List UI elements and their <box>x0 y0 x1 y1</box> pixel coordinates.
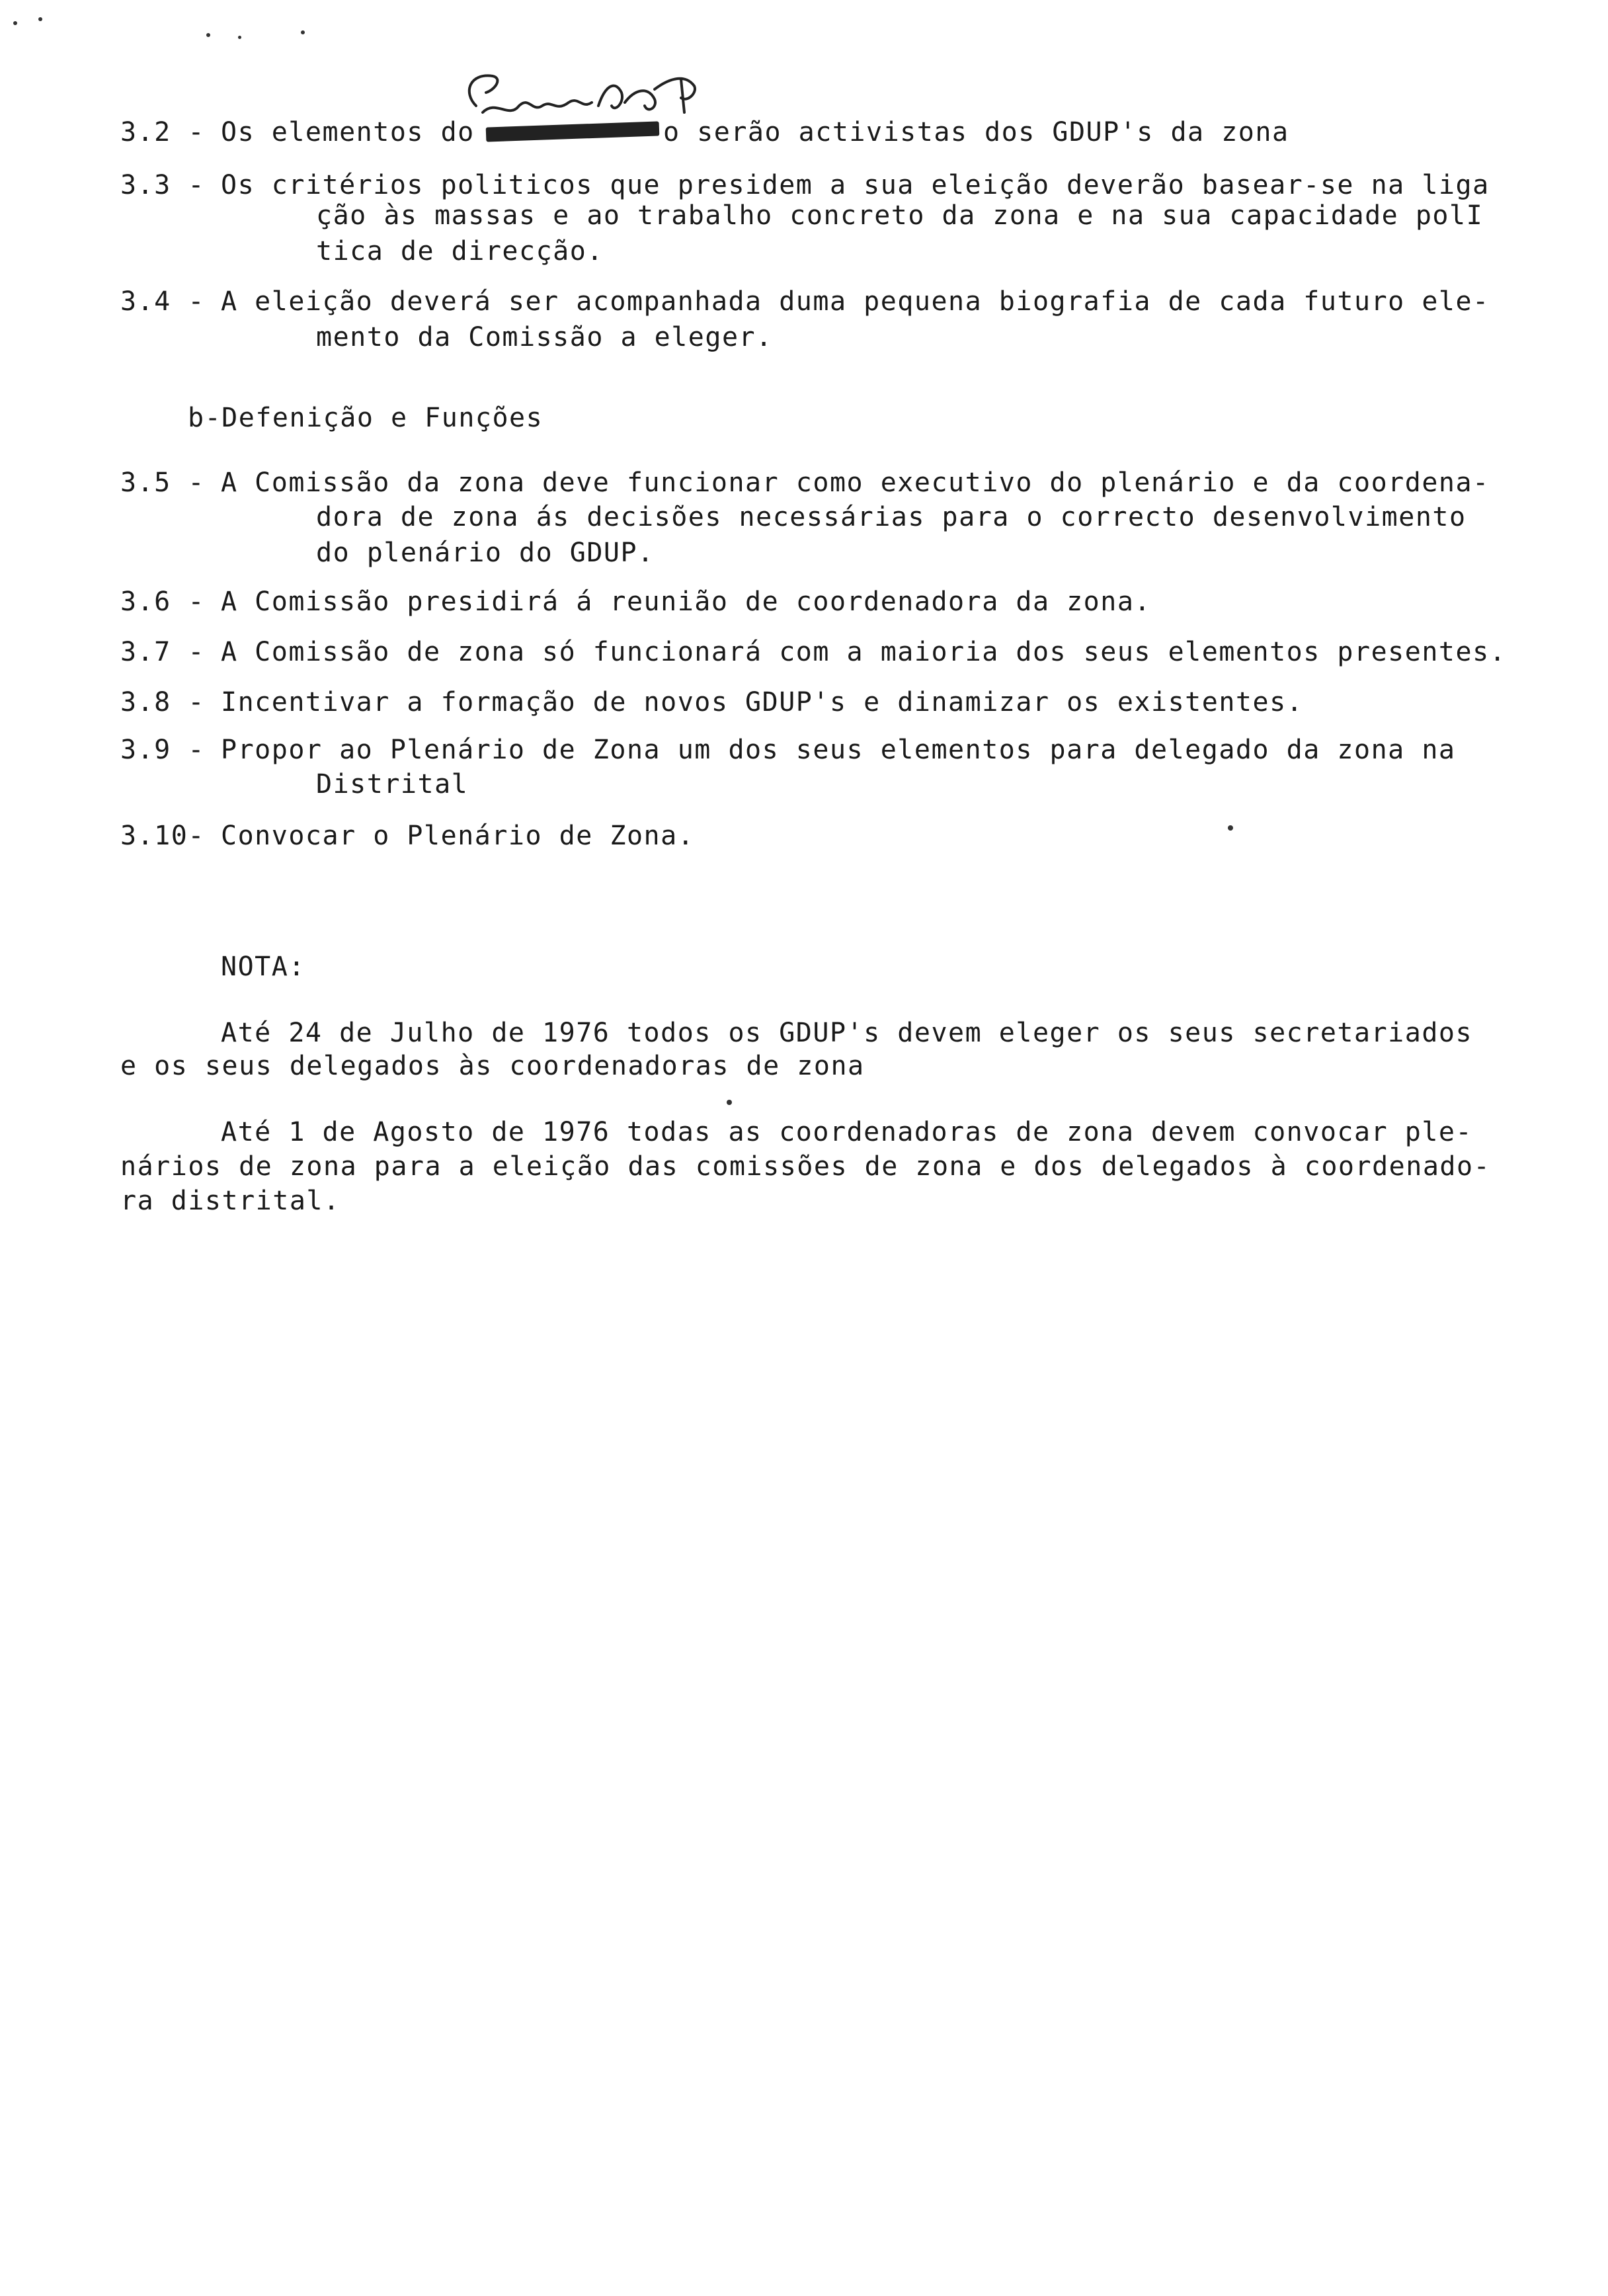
item-number: 3.5 - <box>120 468 205 498</box>
item-text: mento da Comissão a eleger. <box>316 322 773 352</box>
scan-speck <box>301 30 305 34</box>
section-subheading: b-Defenição e Funções <box>188 403 543 433</box>
item-number: 3.6 - <box>120 587 205 617</box>
item-text-continued: o serão activistas dos GDUP's da zona <box>663 117 1289 147</box>
item-text: A Comissão de zona só funcionará com a maioria dos seus elementos presentes. <box>221 637 1507 667</box>
item-number: 3.9 - <box>120 735 205 765</box>
item-text: ção às massas e ao trabalho concreto da zona e na sua capacidade polI <box>316 200 1484 231</box>
item-number: 3.2 - <box>120 117 205 147</box>
item-number: 3.7 - <box>120 637 205 667</box>
nota-paragraph-line: Até 1 de Agosto de 1976 todas as coordenadoras de zona devem convocar ple- <box>221 1117 1473 1147</box>
item-text: tica de direcção. <box>316 236 604 266</box>
nota-paragraph-line: ra distrital. <box>120 1186 341 1216</box>
item-text: do plenário do GDUP. <box>316 538 655 568</box>
item-text: A eleição deverá ser acompanhada duma pequena biografia de cada futuro ele- <box>221 286 1490 317</box>
scan-speck <box>38 17 42 21</box>
item-text: Incentivar a formação de novos GDUP's e dinamizar os existentes. <box>221 687 1304 718</box>
item-number: 3.4 - <box>120 286 205 317</box>
nota-label: NOTA: <box>221 952 305 982</box>
item-text: Distrital <box>316 769 469 800</box>
nota-paragraph-line: Até 24 de Julho de 1976 todos os GDUP's devem eleger os seus secretariados <box>221 1018 1473 1048</box>
item-text: A Comissão presidirá á reunião de coordenadora da zona. <box>221 587 1152 617</box>
item-number: 3.3 - <box>120 170 205 200</box>
item-number: 3.8 - <box>120 687 205 718</box>
nota-paragraph-line: e os seus delegados às coordenadoras de zona <box>120 1051 865 1081</box>
scan-speck <box>206 33 210 37</box>
scan-speck <box>727 1100 732 1105</box>
scan-speck <box>1228 825 1233 831</box>
item-text: Convocar o Plenário de Zona. <box>221 821 695 851</box>
item-text: Os critérios politicos que presidem a sua eleição deverão basear-se na liga <box>221 170 1490 200</box>
item-text: dora de zona ás decisões necessárias para o correcto desenvolvimento <box>316 502 1467 532</box>
item-text: A Comissão da zona deve funcionar como executivo do plenário e da coordena- <box>221 468 1490 498</box>
nota-paragraph-line: nários de zona para a eleição das comissões de zona e dos delegados à coordenado- <box>120 1151 1491 1182</box>
item-number: 3.10- <box>120 821 205 851</box>
item-text: Os elementos do <box>221 117 475 147</box>
scan-speck <box>238 36 241 39</box>
item-text: Propor ao Plenário de Zona um dos seus elementos para delegado da zona na <box>221 735 1456 765</box>
scan-speck <box>13 21 17 25</box>
